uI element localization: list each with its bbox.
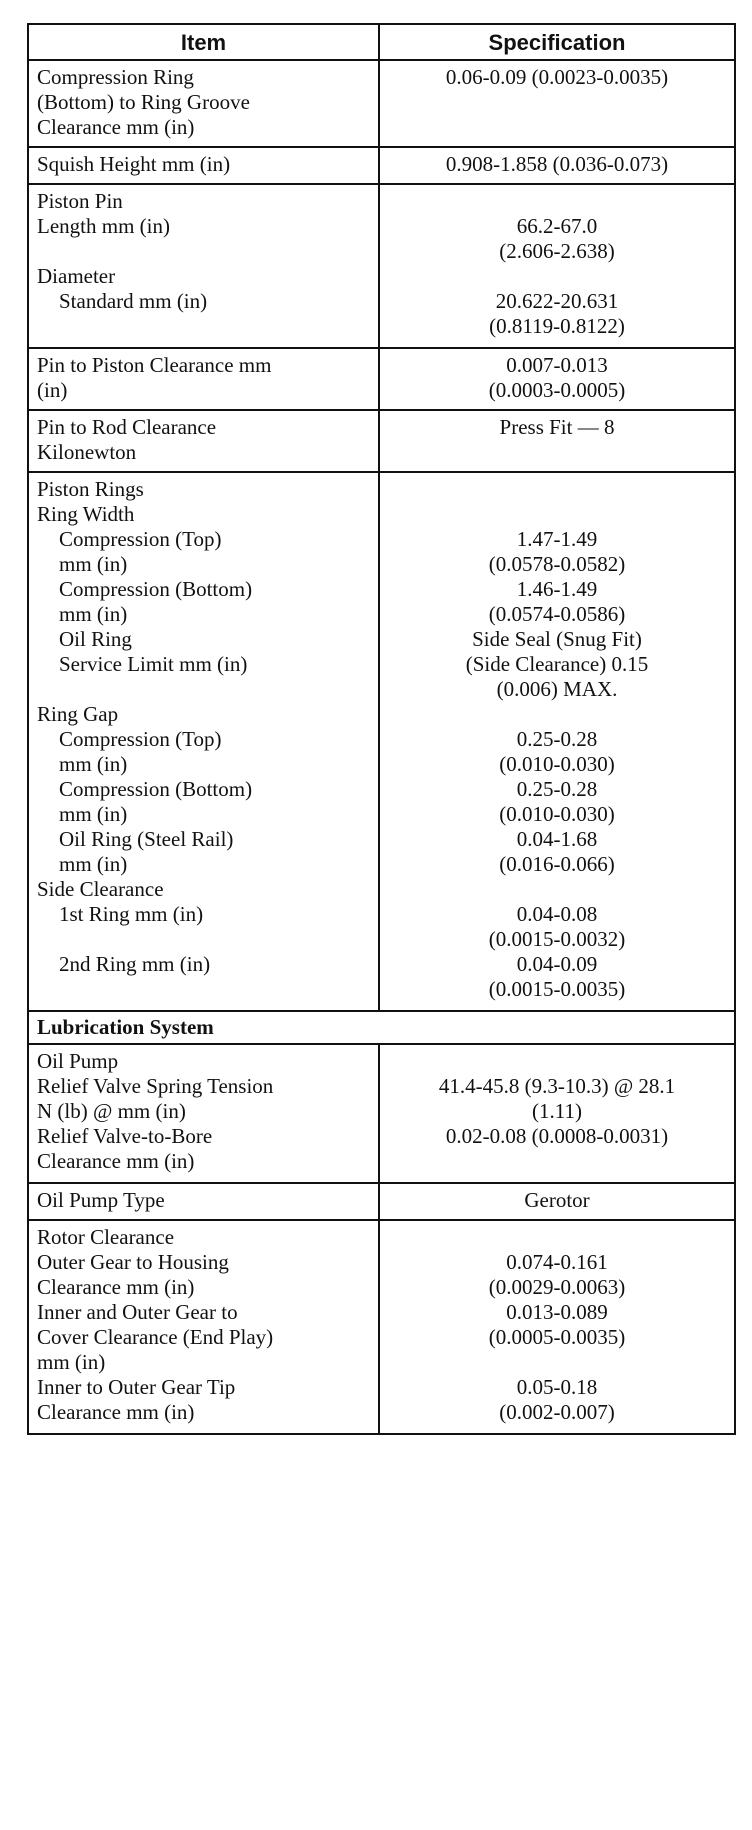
spec-line: 20.622-20.631 bbox=[495, 289, 619, 313]
item-line: Relief Valve-to-Bore bbox=[37, 1124, 213, 1148]
specification-cell bbox=[379, 1183, 735, 1220]
item-line: Relief Valve Spring Tension bbox=[37, 1074, 274, 1098]
specification-cell bbox=[379, 60, 735, 147]
specification-cell bbox=[379, 1220, 735, 1434]
item-line: Squish Height mm (in) bbox=[37, 152, 231, 176]
table-row bbox=[28, 1220, 735, 1434]
spec-line: (0.0029-0.0063) bbox=[488, 1275, 626, 1299]
specification-cell bbox=[379, 1044, 735, 1183]
item-line: Piston Rings bbox=[37, 477, 144, 501]
specification-cell bbox=[379, 348, 735, 410]
item-line: Oil Pump Type bbox=[37, 1188, 165, 1212]
specification-cell bbox=[379, 184, 735, 348]
item-cell bbox=[28, 410, 379, 472]
item-line: 1st Ring mm (in) bbox=[59, 902, 204, 926]
item-line bbox=[29, 314, 378, 339]
item-cell bbox=[28, 1183, 379, 1220]
table-row bbox=[28, 1183, 735, 1220]
spec-line: 0.05-0.18 bbox=[516, 1375, 598, 1399]
item-line: mm (in) bbox=[59, 852, 128, 876]
spec-line: 0.04-0.08 bbox=[516, 902, 598, 926]
spec-line: 1.47-1.49 bbox=[516, 527, 598, 551]
item-line: Compression (Bottom) bbox=[59, 577, 253, 601]
item-line: Clearance mm (in) bbox=[37, 115, 195, 139]
item-line: (Bottom) to Ring Groove bbox=[37, 90, 250, 114]
spec-line: (0.0005-0.0035) bbox=[488, 1325, 626, 1349]
spec-line bbox=[380, 440, 734, 465]
item-line: Ring Gap bbox=[37, 702, 119, 726]
spec-line: (0.0015-0.0032) bbox=[488, 927, 626, 951]
item-line: Clearance mm (in) bbox=[37, 1400, 195, 1424]
table-row bbox=[28, 60, 735, 147]
item-line: Compression (Top) bbox=[59, 527, 222, 551]
spec-line: 0.074-0.161 bbox=[506, 1250, 608, 1274]
item-line: Standard mm (in) bbox=[59, 289, 208, 313]
table-row bbox=[28, 1044, 735, 1183]
item-line bbox=[29, 239, 378, 264]
item-line bbox=[29, 677, 378, 702]
item-line: Ring Width bbox=[37, 502, 135, 526]
spec-line: (0.002-0.007) bbox=[499, 1400, 615, 1424]
item-line: Compression (Bottom) bbox=[59, 777, 253, 801]
item-line: N (lb) @ mm (in) bbox=[37, 1099, 186, 1123]
spec-line bbox=[380, 189, 734, 214]
item-line bbox=[29, 927, 378, 952]
spec-line: Press Fit — 8 bbox=[499, 415, 615, 439]
spec-line: (0.8119-0.8122) bbox=[489, 314, 625, 338]
item-line: Inner to Outer Gear Tip bbox=[37, 1375, 236, 1399]
item-line: mm (in) bbox=[59, 602, 128, 626]
item-cell bbox=[28, 147, 379, 184]
spec-line bbox=[380, 702, 734, 727]
spec-line bbox=[380, 1049, 734, 1074]
table-row bbox=[28, 410, 735, 472]
spec-line: (Side Clearance) 0.15 bbox=[465, 652, 649, 676]
item-line bbox=[29, 977, 378, 1002]
item-line: Diameter bbox=[37, 264, 116, 288]
spec-line bbox=[380, 1149, 734, 1174]
item-cell bbox=[28, 472, 379, 1011]
spec-line: (1.11) bbox=[532, 1099, 582, 1123]
spec-line: (0.006) MAX. bbox=[496, 677, 618, 701]
spec-line: 0.25-0.28 bbox=[516, 777, 598, 801]
spec-line bbox=[380, 1225, 734, 1250]
item-line: 2nd Ring mm (in) bbox=[59, 952, 211, 976]
spec-line: (0.0015-0.0035) bbox=[488, 977, 626, 1001]
spec-line: Gerotor bbox=[524, 1188, 590, 1212]
header-specification: Specification bbox=[379, 24, 735, 60]
spec-line bbox=[380, 264, 734, 289]
spec-line: 0.04-1.68 bbox=[516, 827, 598, 851]
item-line: Oil Ring bbox=[59, 627, 132, 651]
spec-line: 0.908-1.858 (0.036-0.073) bbox=[445, 152, 669, 176]
spec-line: 0.02-0.08 (0.0008-0.0031) bbox=[445, 1124, 669, 1148]
spec-line bbox=[380, 877, 734, 902]
header-item: Item bbox=[28, 24, 379, 60]
item-line: mm (in) bbox=[59, 802, 128, 826]
spec-line: 0.04-0.09 bbox=[516, 952, 598, 976]
table-body bbox=[28, 60, 735, 1434]
section-header-row bbox=[28, 1011, 735, 1044]
spec-line: (2.606-2.638) bbox=[499, 239, 615, 263]
spec-line bbox=[380, 90, 734, 115]
item-line: Service Limit mm (in) bbox=[59, 652, 248, 676]
item-line: Cover Clearance (End Play) bbox=[37, 1325, 274, 1349]
table-row bbox=[28, 147, 735, 184]
item-cell bbox=[28, 1044, 379, 1183]
item-line: Pin to Rod Clearance bbox=[37, 415, 217, 439]
spec-line bbox=[380, 1350, 734, 1375]
item-line: Pin to Piston Clearance mm bbox=[37, 353, 272, 377]
spec-line: 0.06-0.09 (0.0023-0.0035) bbox=[445, 65, 669, 89]
item-cell bbox=[28, 184, 379, 348]
spec-line: (0.016-0.066) bbox=[499, 852, 615, 876]
item-cell bbox=[28, 348, 379, 410]
item-line: Outer Gear to Housing bbox=[37, 1250, 229, 1274]
item-line: mm (in) bbox=[37, 1350, 106, 1374]
item-line: Compression (Top) bbox=[59, 727, 222, 751]
section-title: Lubrication System bbox=[28, 1011, 735, 1044]
item-line: Length mm (in) bbox=[37, 214, 170, 238]
item-line: Piston Pin bbox=[37, 189, 123, 213]
header-row bbox=[28, 24, 735, 60]
spec-line: 1.46-1.49 bbox=[516, 577, 598, 601]
spec-line: Side Seal (Snug Fit) bbox=[472, 627, 642, 651]
spec-line: (0.010-0.030) bbox=[499, 802, 615, 826]
specification-cell bbox=[379, 410, 735, 472]
spec-line: 0.007-0.013 bbox=[506, 353, 608, 377]
specification-cell bbox=[379, 472, 735, 1011]
item-line: Kilonewton bbox=[37, 440, 137, 464]
item-line: Side Clearance bbox=[37, 877, 164, 901]
item-line: mm (in) bbox=[59, 552, 128, 576]
spec-line: (0.0574-0.0586) bbox=[488, 602, 626, 626]
spec-line: 66.2-67.0 bbox=[516, 214, 598, 238]
item-line: Oil Ring (Steel Rail) bbox=[59, 827, 234, 851]
spec-line: 41.4-45.8 (9.3-10.3) @ 28.1 bbox=[438, 1074, 676, 1098]
spec-line: (0.0003-0.0005) bbox=[488, 378, 626, 402]
item-line: (in) bbox=[37, 378, 68, 402]
spec-line: 0.013-0.089 bbox=[506, 1300, 608, 1324]
spec-line bbox=[380, 502, 734, 527]
spec-line: 0.25-0.28 bbox=[516, 727, 598, 751]
item-line: Clearance mm (in) bbox=[37, 1275, 195, 1299]
item-line: Compression Ring bbox=[37, 65, 194, 89]
item-line: mm (in) bbox=[59, 752, 128, 776]
spec-line: (0.010-0.030) bbox=[499, 752, 615, 776]
table-row bbox=[28, 348, 735, 410]
item-line: Inner and Outer Gear to bbox=[37, 1300, 238, 1324]
item-line: Rotor Clearance bbox=[37, 1225, 175, 1249]
specification-table bbox=[27, 23, 736, 1435]
spec-line bbox=[380, 477, 734, 502]
item-line: Clearance mm (in) bbox=[37, 1149, 195, 1173]
item-line: Oil Pump bbox=[37, 1049, 119, 1073]
specification-cell bbox=[379, 147, 735, 184]
table-row bbox=[28, 472, 735, 1011]
table-row bbox=[28, 184, 735, 348]
spec-line bbox=[380, 115, 734, 140]
item-cell bbox=[28, 60, 379, 147]
item-cell bbox=[28, 1220, 379, 1434]
spec-line: (0.0578-0.0582) bbox=[488, 552, 626, 576]
